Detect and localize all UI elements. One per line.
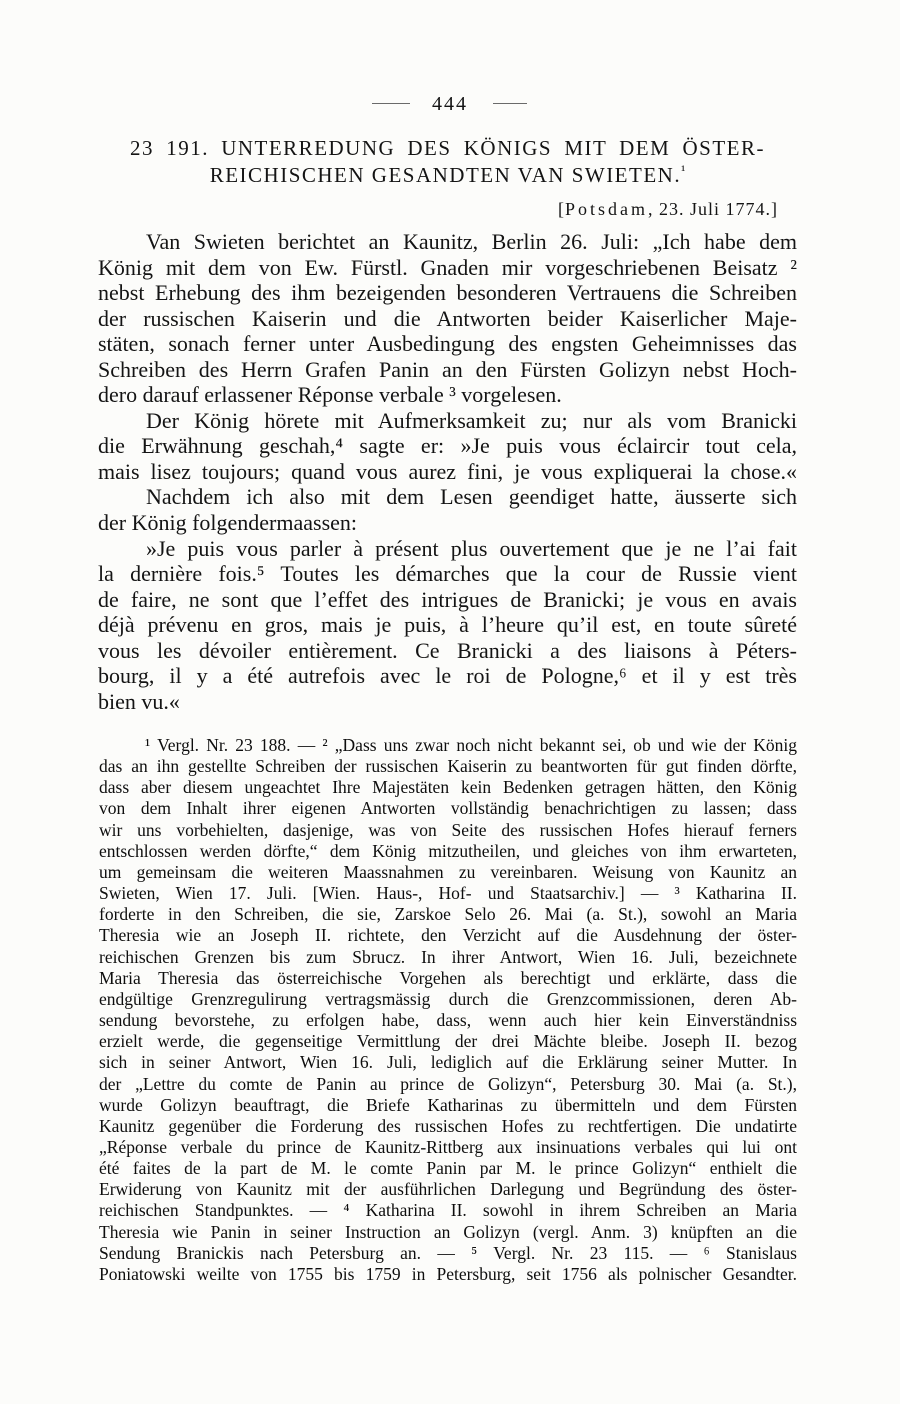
footnote-line: Erwiderung von Kaunitz mit der ausführlichen Darlegung und Begründung des öster- [99, 1179, 797, 1200]
dateline [558, 198, 778, 220]
body-line: der russischen Kaiserin und die Antworten beider Kaiserlicher Maje- [98, 305, 797, 331]
footnote-line: reichischen Grenzen bis zum Sbrucz. In ihrer Antwort, Wien 16. Juli, bezeichnete [99, 946, 797, 967]
footnote-line: reichischen Standpunktes. — ⁴ Katharina II. sowohl in ihrem Schreiben an Maria [99, 1200, 797, 1221]
body-line: stäten, sonach ferner unter Ausbedingung des engsten Geheimnisses das [98, 331, 797, 357]
document-heading [130, 136, 765, 187]
paragraph [98, 484, 797, 535]
paragraph [98, 229, 797, 408]
footnote-line: Poniatowski weilte von 1755 bis 1759 in Petersburg, seit 1756 als polnischer Gesandter. [99, 1263, 797, 1284]
footnote-line: Swieten, Wien 17. Juli. [Wien. Haus-, Hof- und Staatsarchiv.] — ³ Katharina II. [99, 883, 797, 904]
dateline-date: , 23. Juli 1774.] [647, 199, 778, 219]
footnote-line: von dem Inhalt ihrer eigenen Antworten vollständig benachrichtigen zu lassen; dass [99, 798, 797, 819]
footnote-line: erzielt werde, die gegenseitige Vermittlung der drei Mächte bleibe. Joseph II. bezog [99, 1031, 797, 1052]
footnote-line: wir uns vorbehielten, dasjenige, was von Seite des russischen Hofes hierauf ferners [99, 819, 797, 840]
page-number: 444 [432, 93, 468, 115]
footnote-line: dass aber diesem ungeachtet Ihre Majestäten kein Bedenken getragen hätten, den König [99, 777, 797, 798]
footnote-line: endgültige Grenzregulirung vertragsmässig durch die Grenzcommissionen, deren Ab- [99, 988, 797, 1009]
body-line: nebst Erhebung des ihm bezeigenden besonderen Vertrauens die Schreiben [98, 280, 797, 306]
dateline-open: [ [557, 199, 565, 219]
heading-footnote-ref: ¹ [681, 164, 686, 179]
body-line: Nachdem ich also mit dem Lesen geendiget hatte, äusserte sich [146, 484, 797, 510]
body-line: »Je puis vous parler à présent plus ouvertement que je ne l’ai fait [146, 535, 797, 561]
footnote-line: sendung bevorstehe, zu erfolgen habe, dass, wenn auch hier kein Einverständniss [99, 1010, 797, 1031]
body-line: vous les dévoiler entièrement. Ce Branicki a des liaisons à Péters- [98, 637, 797, 663]
body-line: Schreiben des Herrn Grafen Panin an den Fürsten Golizyn nebst Hoch- [98, 356, 797, 382]
heading-title-part-2: REICHISCHEN GESANDTEN VAN SWIETEN. [209, 163, 682, 187]
footnote-line: das an ihn gestellte Schreiben der russischen Kaiserin zu beantworten für gut finden dörfte, [99, 756, 797, 777]
heading-line-2 [130, 160, 765, 187]
body-line: bourg, il y a été autrefois avec le roi de Pologne,⁶ et il y est très [98, 663, 797, 689]
body-line: Van Swieten berichtet an Kaunitz, Berlin 26. Juli: „Ich habe dem [146, 229, 797, 254]
body-line: de faire, ne sont que l’effet des intrigues de Branicki; je vous en avais [98, 586, 797, 612]
body-line: König mit dem von Ew. Fürstl. Gnaden mir vorgeschriebenen Beisatz ² [98, 254, 797, 280]
footnote-line: Theresia wie Panin in seiner Instruction an Golizyn (vergl. Anm. 3) knüpften an die [99, 1221, 797, 1242]
body-line: dero darauf erlassener Réponse verbale ³ vorgelesen. [98, 382, 562, 408]
body-line: déjà prévenu en gros, mais je puis, à l’heure qu’il est, en toute sûreté [98, 612, 797, 638]
body-line: der König folgendermaassen: [98, 510, 358, 536]
footnote-line: Kaunitz gegenüber die Forderung des russischen Hofes zu rechtfertigen. Die undatirte [99, 1115, 797, 1136]
document-number: 23 191. [130, 136, 209, 160]
footnote-line: Theresia wie an Joseph II. richtete, den Verzicht auf die Ausdehnung der öster- [99, 925, 797, 946]
footnote-line: Sendung Branickis nach Petersburg an. — ⁵ Vergl. Nr. 23 115. — ⁶ Stanislaus [99, 1242, 797, 1263]
dateline-place: Potsdam [564, 199, 648, 219]
body-line: la dernière fois.⁵ Toutes les démarches que la cour de Russie vient [98, 561, 797, 587]
footnote-line: entschlossen werden dörfte,“ dem König mitzutheilen, und gleiches von ihm erwarteten, [99, 840, 797, 861]
footnote-line: ¹ Vergl. Nr. 23 188. — ² „Dass uns zwar noch nicht bekannt sei, ob und wie der König [145, 735, 797, 755]
footnote-line: été faites de la part de M. le comte Panin par M. le prince Golizyn“ enthielt die [99, 1158, 797, 1179]
footnote-line: Maria Theresia das österreichische Vorgehen als berechtigt und erklärte, dass die [99, 967, 797, 988]
footnote-line: sich in seiner Antwort, Wien 16. Juli, lediglich auf die Erklärung seiner Mutter. In [99, 1052, 797, 1073]
body-line: mais lisez toujours; quand vous aurez fini, je vous expliquerai la chose.« [98, 458, 797, 484]
paragraph [98, 536, 797, 715]
footnote-line: wurde Golizyn beauftragt, die Briefe Katharinas zu übermitteln und dem Fürsten [99, 1094, 797, 1115]
paragraph [98, 408, 797, 485]
footnote-line: um gemeinsam die weiteren Maassnahmen zu vereinbaren. Weisung von Kaunitz an [99, 861, 797, 882]
footnotes [99, 735, 797, 1285]
body-text [98, 229, 797, 714]
body-line: Der König hörete mit Aufmerksamkeit zu; nur als vom Branicki [146, 407, 797, 433]
body-line: bien vu.« [98, 688, 180, 714]
heading-line-1 [130, 136, 765, 160]
body-line: die Erwähnung geschah,⁴ sagte er: »Je puis vous éclaircir tout cela, [98, 433, 797, 459]
footnote-line: forderte in den Schreiben, die sie, Zarskoe Selo 26. Mai (a. St.), sowohl an Maria [99, 904, 797, 925]
page-number-rule-right [493, 103, 527, 104]
heading-title-part-1: UNTERREDUNG DES KÖNIGS MIT DEM ÖSTER- [221, 136, 766, 160]
footnote-line: „Réponse verbale du prince de Kaunitz-Rittberg aux insinuations verbales qui lui ont [99, 1136, 797, 1157]
footnote-line: der „Lettre du comte de Panin au prince de Golizyn“, Petersburg 30. Mai (a. St.), [99, 1073, 797, 1094]
